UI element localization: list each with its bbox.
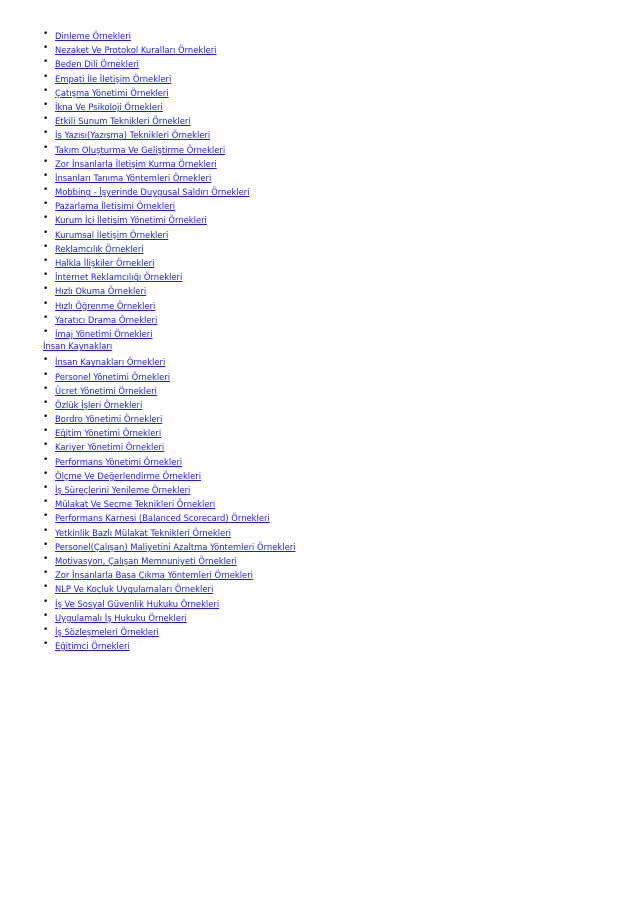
list-item — [0, 169, 638, 183]
list-item — [0, 396, 638, 410]
bullet-icon: • — [43, 170, 49, 181]
bullet-icon: • — [43, 99, 49, 110]
bullet-icon: • — [43, 553, 49, 564]
bullet-icon: • — [43, 525, 49, 536]
list-item — [0, 226, 638, 240]
list-item — [0, 580, 638, 594]
list-item — [0, 595, 638, 609]
list-item — [0, 438, 638, 452]
bullet-icon: • — [43, 468, 49, 479]
bullet-icon: • — [43, 312, 49, 323]
bullet-icon: • — [43, 426, 49, 437]
bullet-icon: • — [43, 85, 49, 96]
list-item-link[interactable]: İş Yazısı(Yazışma) Teknikleri Örnekleri — [55, 130, 211, 141]
bullet-icon: • — [43, 156, 49, 167]
list-item-link[interactable]: Zor İnsanlarla İletişim Kurma Örnekleri — [55, 158, 217, 169]
list-item-link[interactable]: Personel Yönetimi Örnekleri — [55, 371, 171, 382]
list-item — [0, 495, 638, 509]
list-item — [0, 424, 638, 438]
bullet-icon: • — [43, 483, 49, 493]
list-item — [0, 126, 638, 140]
list-item-link[interactable]: Zor İnsanlarla Başa Çıkma Yöntemleri Örnekleri — [55, 570, 253, 581]
bullet-icon: • — [43, 582, 49, 593]
list-item-link[interactable]: Halkla İlişkiler Örnekleri — [55, 258, 155, 268]
list-item — [0, 509, 638, 523]
list-item — [0, 566, 638, 580]
link-list-communication — [0, 27, 638, 339]
list-item-link[interactable]: NLP Ve Koçluk Uygulamaları Örnekleri — [55, 584, 214, 595]
list-item — [0, 141, 638, 155]
list-item — [0, 467, 638, 481]
bullet-icon: • — [43, 568, 49, 579]
bullet-icon: • — [43, 71, 49, 82]
bullet-icon: • — [43, 185, 49, 196]
list-item-link[interactable]: Eğitim Yönetimi Örnekleri — [55, 428, 162, 439]
bullet-icon: • — [43, 199, 49, 210]
list-item-link[interactable]: İş Ve Sosyal Güvenlik Hukuku Örnekleri — [55, 598, 220, 609]
list-item — [0, 282, 638, 296]
list-item-link[interactable]: İkna Ve Psikoloji Örnekleri — [55, 101, 163, 112]
list-item-link[interactable]: Kurumsal İletişim Örnekleri — [55, 229, 169, 240]
list-item-link[interactable]: İnsanları Tanıma Yöntemleri Örnekleri — [55, 172, 212, 183]
bullet-icon: • — [43, 596, 49, 607]
bullet-icon: • — [43, 355, 49, 366]
list-item — [0, 155, 638, 169]
list-item — [0, 552, 638, 566]
link-list-human-resources — [0, 353, 638, 651]
bullet-icon: • — [43, 128, 49, 139]
bullet-icon: • — [43, 454, 49, 465]
list-item — [0, 524, 638, 538]
list-item-link[interactable]: İnsan Kaynakları Örnekleri — [55, 357, 166, 368]
bullet-icon: • — [43, 326, 49, 337]
list-item — [0, 84, 638, 98]
list-item — [0, 197, 638, 211]
list-item-link[interactable]: Performans Karnesi (Balanced Scorecard) Örnekleri — [55, 513, 270, 524]
list-item — [0, 481, 638, 495]
bullet-icon: • — [43, 114, 49, 125]
list-item — [0, 382, 638, 396]
list-item-link[interactable]: Takım Oluşturma Ve Geliştirme Örnekleri — [55, 144, 226, 155]
bullet-icon: • — [43, 57, 49, 68]
list-item-link[interactable]: Ölçme Ve Değerlendirme Örnekleri — [55, 470, 202, 481]
list-item-link[interactable]: İnternet Reklamcılığı Örnekleri — [55, 272, 183, 283]
list-item-link[interactable]: Özlük İşleri Örnekleri — [55, 399, 143, 410]
list-item — [0, 41, 638, 55]
list-item-link[interactable]: Motivasyon, Çalışan Memnuniyeti Örnekleri — [55, 555, 237, 566]
list-item-link[interactable]: Reklamcılık Örnekleri — [55, 243, 144, 254]
bullet-icon: • — [43, 142, 49, 153]
bullet-icon: • — [43, 397, 49, 408]
bullet-icon: • — [43, 497, 49, 508]
bullet-icon: • — [43, 29, 49, 39]
list-item-link[interactable]: Yetkinlik Bazlı Mülakat Teknikleri Örnekleri — [55, 527, 231, 538]
list-item-link[interactable]: Empati İle İletişim Örnekleri — [55, 73, 172, 84]
bullet-icon: • — [43, 43, 49, 54]
list-item-link[interactable]: Hızlı Öğrenme Örnekleri — [55, 300, 156, 311]
list-item-link[interactable]: Kurum İçi İletişim Yönetimi Örnekleri — [55, 215, 207, 226]
list-item-link[interactable]: Etkili Sunum Teknikleri Örnekleri — [55, 116, 191, 127]
list-item — [0, 353, 638, 367]
list-item — [0, 453, 638, 467]
bullet-icon: • — [43, 241, 49, 252]
list-item-link[interactable]: Dinleme Örnekleri — [55, 31, 131, 41]
bullet-icon: • — [43, 213, 49, 224]
list-item-link[interactable]: İmaj Yönetimi Örnekleri — [55, 328, 153, 339]
list-item-link[interactable]: Yaratıcı Drama Örnekleri — [55, 314, 158, 325]
list-item-link[interactable]: İş Sözleşmeleri Örnekleri — [55, 626, 159, 637]
list-item-link[interactable]: Nezaket Ve Protokol Kuralları Örnekleri — [55, 45, 217, 56]
list-item — [0, 325, 638, 339]
bullet-icon: • — [43, 383, 49, 394]
list-item — [0, 70, 638, 84]
list-item-link[interactable]: Mobbing - İşyerinde Duygusal Saldırı Örnekleri — [55, 187, 250, 198]
list-item-link[interactable]: Eğitimci Örnekleri — [55, 641, 130, 652]
list-item-link[interactable]: Çatışma Yönetimi Örnekleri — [55, 87, 169, 98]
bullet-icon: • — [43, 227, 49, 238]
list-item-link[interactable]: Hızlı Okuma Örnekleri — [55, 286, 147, 297]
list-item — [0, 268, 638, 282]
list-item-link[interactable]: Bordro Yönetimi Örnekleri — [55, 414, 163, 425]
bullet-icon: • — [43, 624, 49, 635]
list-item — [0, 183, 638, 197]
bullet-icon: • — [43, 610, 49, 621]
list-item-link[interactable]: Performans Yönetimi Örnekleri — [55, 456, 183, 467]
bullet-icon: • — [43, 284, 49, 295]
list-item-link[interactable]: Ücret Yönetimi Örnekleri — [55, 385, 157, 396]
bullet-icon: • — [43, 539, 49, 550]
list-item — [0, 240, 638, 254]
list-item-link[interactable]: Mülakat Ve Seçme Teknikleri Örnekleri — [55, 499, 216, 510]
list-item-link[interactable]: Pazarlama İletişimi Örnekleri — [55, 201, 176, 212]
bullet-icon: • — [43, 270, 49, 281]
list-item — [0, 637, 638, 651]
list-item — [0, 27, 638, 41]
bullet-icon: • — [43, 440, 49, 451]
list-item — [0, 297, 638, 311]
bullet-icon: • — [43, 369, 49, 380]
bullet-icon: • — [43, 256, 49, 266]
list-item-link[interactable]: Uygulamalı İş Hukuku Örnekleri — [55, 612, 187, 623]
list-item — [0, 112, 638, 126]
bullet-icon: • — [43, 639, 49, 650]
list-item — [0, 311, 638, 325]
list-item — [0, 55, 638, 69]
bullet-icon: • — [43, 412, 49, 423]
list-item-link[interactable]: Beden Dili Örnekleri — [55, 59, 139, 70]
list-item — [0, 609, 638, 623]
section-heading-insan-kaynaklari[interactable]: İnsan Kaynakları — [43, 341, 113, 352]
bullet-icon: • — [43, 298, 49, 309]
list-item-link[interactable]: Kariyer Yönetimi Örnekleri — [55, 442, 165, 453]
list-item — [0, 623, 638, 637]
list-item — [0, 98, 638, 112]
list-item — [0, 211, 638, 225]
list-item — [0, 410, 638, 424]
list-item-link[interactable]: İş Süreçlerini Yenileme Örnekleri — [55, 485, 191, 495]
bullet-icon: • — [43, 511, 49, 522]
list-item-link[interactable]: Personel(Çalışan) Maliyetini Azaltma Yöntemleri Örnekleri — [55, 541, 296, 552]
list-item — [0, 368, 638, 382]
list-item — [0, 254, 638, 268]
list-item — [0, 538, 638, 552]
